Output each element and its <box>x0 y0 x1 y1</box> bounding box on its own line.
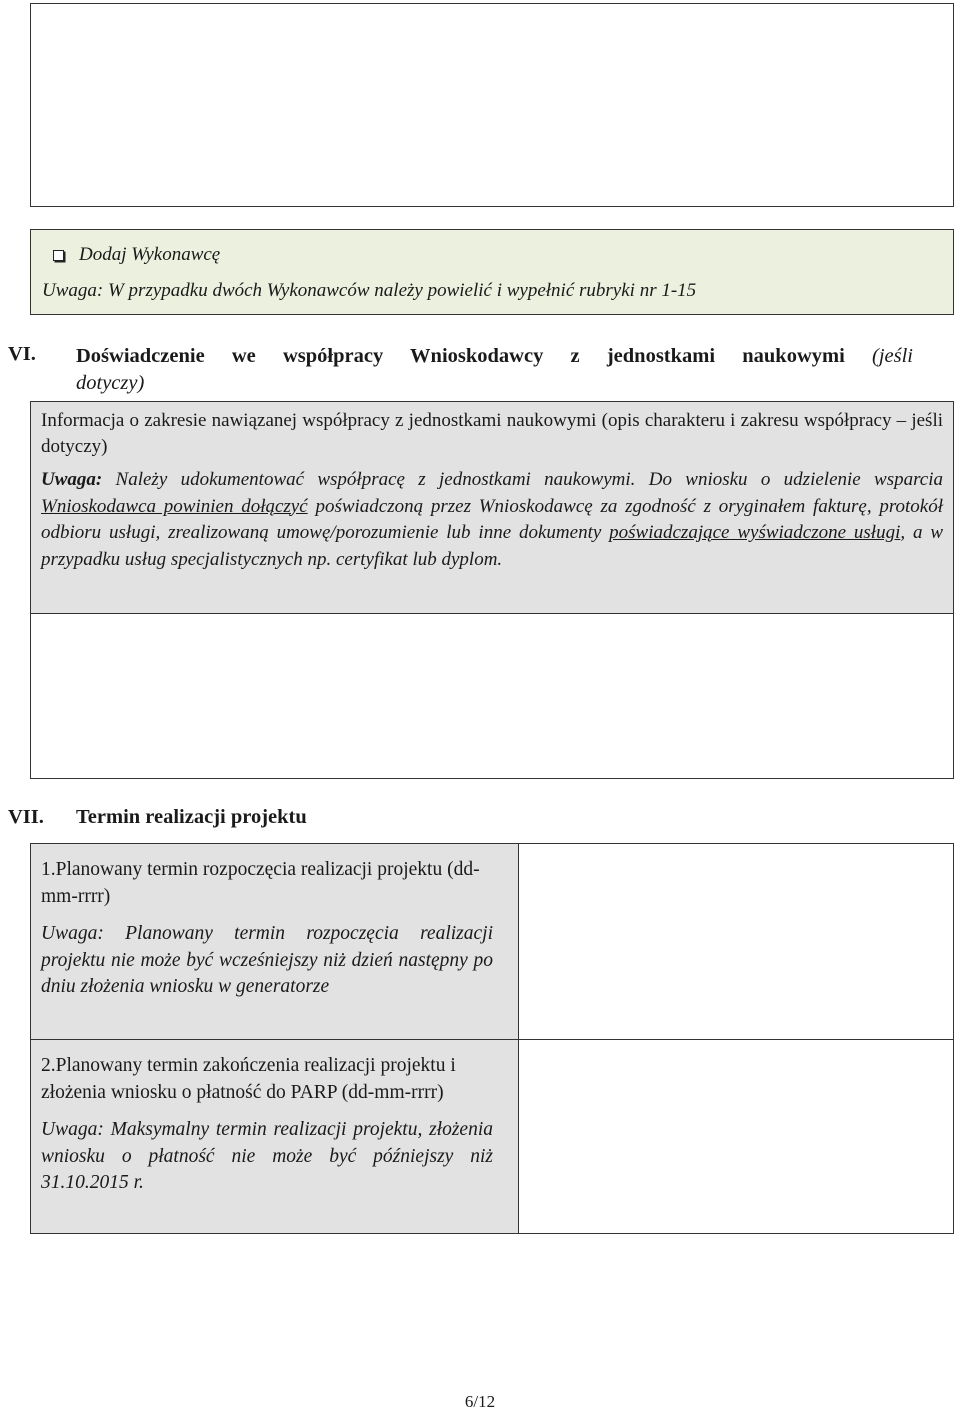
note-label: Uwaga: <box>41 469 103 490</box>
end-date-input[interactable] <box>518 1039 954 1234</box>
note-part-2: poświadczoną przez Wnioskodawcę za zgodność z oryginałem fakturę, protokół odbioru usługi, zrealizowaną umowę/porozumienie lub inne dokumenty <box>41 495 943 543</box>
previous-answer-field[interactable] <box>30 3 954 207</box>
add-contractor-panel <box>30 229 954 315</box>
note-part-1: Należy udokumentować współpracę z jednostkami naukowymi. Do wniosku o udzielenie wsparcia <box>102 469 943 490</box>
section-6-title-italic: (jeśli <box>872 345 914 367</box>
contractor-note: Uwaga: W przypadku dwóch Wykonawców należy powielić i wypełnić rubryki nr 1-15 <box>42 280 697 301</box>
section-6-info-panel <box>30 401 954 614</box>
section-6-title-line1 <box>76 343 913 370</box>
note-underlined-2: poświadczające wyświadczone usługi <box>609 522 901 543</box>
end-date-note: Uwaga: Maksymalny termin realizacji projektu, złożenia wniosku o płatność nie może być późniejszy niż 31.10.2015 r. <box>41 1119 493 1193</box>
end-date-label: 2.Planowany termin zakończenia realizacji projektu i złożenia wniosku o płatność do PARP (dd-mm-rrrr) <box>41 1055 456 1103</box>
section-7-title: Termin realizacji projektu <box>76 806 307 828</box>
section-6-number: VI. <box>8 343 36 365</box>
start-date-input[interactable] <box>518 843 954 1040</box>
start-date-note: Uwaga: Planowany termin rozpoczęcia realizacji projektu nie może być wcześniejszy niż dzień następny po dniu złożenia wniosku w generatorze <box>41 923 493 997</box>
section-6-answer-field[interactable] <box>30 613 954 779</box>
note-part-3: , a w przypadku usług specjalistycznych np. certyfikat lub dyplom. <box>41 522 943 570</box>
add-contractor-checkbox[interactable] <box>53 250 64 261</box>
section-7-number: VII. <box>8 806 44 828</box>
end-date-label-cell <box>30 1039 519 1234</box>
page-number: 6/12 <box>464 1392 496 1411</box>
add-contractor-option[interactable] <box>79 244 220 266</box>
section-6-title-line2: dotyczy) <box>76 372 145 394</box>
section-6-heading <box>8 343 913 397</box>
section-7-heading <box>8 806 307 829</box>
section-6-note <box>41 467 943 573</box>
add-contractor-label: Dodaj Wykonawcę <box>79 244 221 265</box>
section-6-title: Doświadczenie we współpracy Wnioskodawcy z jednostkami naukowymi <box>76 345 845 367</box>
section-6-info-text: Informacja o zakresie nawiązanej współpracy z jednostkami naukowymi (opis charakteru i zakresu współpracy – jeśli dotyczy) <box>41 410 943 457</box>
start-date-label-cell <box>30 843 519 1040</box>
note-underlined-1: Wnioskodawca powinien dołączyć <box>41 495 308 517</box>
start-date-label: 1.Planowany termin rozpoczęcia realizacji projektu (dd-mm-rrrr) <box>41 859 480 907</box>
